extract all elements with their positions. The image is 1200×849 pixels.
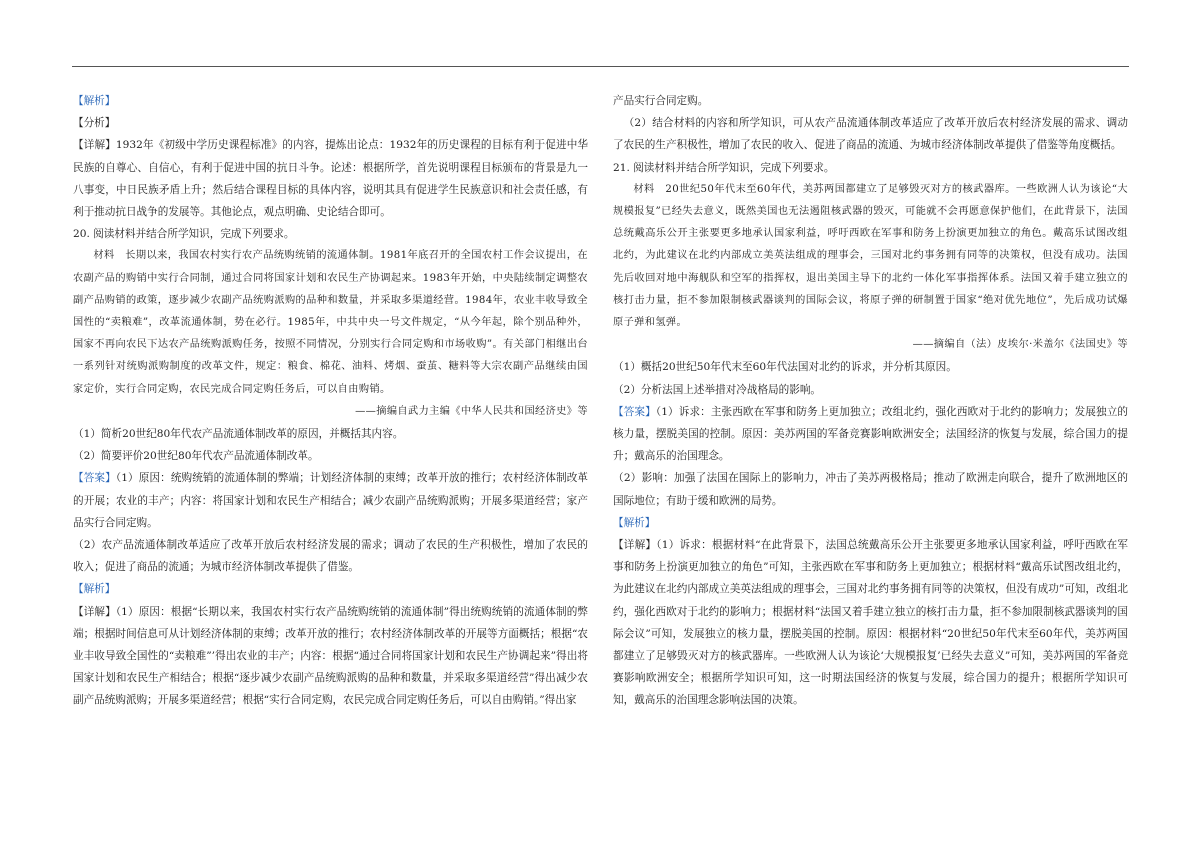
answer-21-2: （2）影响：加强了法国在国际上的影响力，冲击了美苏两极格局；推动了欧洲走向联合，提升了欧洲地区的国际地位；有助于缓和欧洲的局势。 [613, 472, 1128, 507]
detail-text: 1932年《初级中学历史课程标准》的内容，提炼出论点：1932年的历史课程的目标有利于促进中华民族的自尊心、自信心，有利于促进中国的抗日斗争。论述：根据所学，首先说明课程目标颁布的背景是九一八事变，中日民族矛盾上升；然后结合课程目标的具体内容，说明其具有促进学生民族意识和社会责任感，有利于推动抗日战争的发展等。其他论点，观点明确、史论结合即可。 [73, 139, 589, 219]
right-column [613, 90, 1128, 712]
answer-20-1 [73, 467, 588, 534]
answer-21-1 [613, 401, 1128, 468]
answer-tag: 【答案】 [613, 405, 656, 418]
detail-paragraph-21 [613, 534, 1128, 712]
answer-20-2: （2）农产品流通体制改革适应了改革开放后农村经济发展的需求；调动了农民的生产积极性，增加了农民的收入；促进了商品的流通；为城市经济体制改革提供了借鉴。 [73, 539, 588, 574]
detail-paragraph-19 [73, 134, 588, 223]
fenxi-label: 【分析】 [73, 117, 116, 130]
detail-20-2: （2）结合材料的内容和所学知识，可从农产品流通体制改革适应了改革开放后农村经济发展的需求、调动了农民的生产积极性，增加了农民的收入、促进了商品的流通、为城市经济体制改革提供了借鉴等角度概括。 [613, 117, 1128, 152]
source-21: ——摘编自（法）皮埃尔·米盖尔《法国史》等 [912, 339, 1128, 351]
answer-tag: 【答案】 [73, 472, 116, 485]
detail-paragraph-20 [73, 601, 588, 712]
question-21-1: （1）概括20世纪50年代末至60年代法国对北约的诉求，并分析其原因。 [613, 361, 957, 374]
analysis-tag: 【解析】 [73, 95, 116, 107]
question-21-2: （2）分析法国上述举措对冷战格局的影响。 [613, 383, 822, 396]
question-20-1: （1）简析20世纪80年代农产品流通体制改革的原因，并概括其内容。 [73, 428, 404, 441]
continued-text: 产品实行合同定购。 [613, 95, 709, 107]
analysis-tag-2: 【解析】 [73, 583, 116, 596]
left-column [73, 90, 588, 712]
detail-tag: 【详解】 [73, 605, 116, 618]
source-20: ——摘编自武力主编《中华人民共和国经济史》等 [355, 405, 588, 417]
answer-text: （1）诉求：主张西欧在军事和防务上更加独立；改组北约，强化西欧对于北约的影响力；发展独立的核力量，摆脱美国的控制。原因：美苏两国的军备竞赛影响欧洲安全；法国经济的恢复与发展，综合国力的提升；戴高乐的治国理念。 [613, 405, 1128, 463]
question-20-2: （2）简要评价20世纪80年代农产品流通体制改革。 [73, 450, 319, 463]
detail-tag: 【详解】 [613, 539, 657, 552]
analysis-tag-3: 【解析】 [613, 516, 656, 529]
detail-text: （1）原因：根据“长期以来，我国农村实行农产品统购统销的流通体制”得出统购统销的流通体制的弊端；根据时间信息可从计划经济体制的束缚；改革开放的推行；农村经济体制改革的开展等方面概括；根据“农业丰收导致全国性的“卖粮难”’得出农业的丰产；内容：根据“通过合同将国家计划和农民生产协调起来”得出将国家计划和农民生产相结合；根据“逐步减少农副产品统购派购的品种和数量，并采取多渠道经营”得出减少农副产品统购派购；开展多渠道经营；根据“实行合同定购，农民完成合同定购任务后，可以自由购销。”得出家 [73, 605, 588, 707]
answer-text: （1）原因：统购统销的流通体制的弊端；计划经济体制的束缚；改革开放的推行；农村经济体制改革的开展；农业的丰产；内容：将国家计划和农民生产相结合；减少农副产品统购派购；开展多渠道经营；家产品实行合同定购。 [73, 472, 588, 529]
material-21: 材料 20世纪50年代末至60年代，美苏两国都建立了足够毁灭对方的核武器库。一些欧洲人认为该论“大规模报复”已经失去意义，既然美国也无法遏阻核武器的毁灭，可能就不会再愿意保护他们，在此背景下，法国总统戴高乐公开主张要更多地承认国家利益，呼吁西欧在军事和防务上扮演更加独立的角色。戴高乐试图改组北约，为此建议在北约内部成立美英法组成的理事会，三国对北约事务拥有同等的决策权，但没有成功。法国先后收回对地中海舰队和空军的指挥权，退出美国主导下的北约一体化军事指挥体系。法国又着手建立独立的核打击力量，拒不参加限制核武器谈判的国际会议，将原子弹的研制置于国家“绝对优先地位”，先后成功试爆原子弹和氢弹。 [613, 183, 1128, 329]
detail-tag: 【详解】 [73, 139, 116, 152]
question-20: 20. 阅读材料并结合所学知识，完成下列要求。 [73, 228, 295, 241]
material-20: 材料 长期以来，我国农村实行农产品统购统销的流通体制。1981年底召开的全国农村工作会议提出，在农副产品的购销中实行合同制，通过合同将国家计划和农民生产协调起来。1983年开始，中央陆续制定调整农副产品购销的政策，逐步减少农副产品统购派购的品种和数量，并采取多渠道经营。1984年，农业丰收导致全国性的“卖粮难”，改革流通体制，势在必行。1985年，中共中央一号文件规定，“从今年起，除个别品种外，国家不再向农民下达农产品统购派购任务，按照不同情况，分别实行合同定购和市场收购”。有关部门相继出台一系列针对统购派购制度的改革文件，规定：粮食、棉花、油料、烤烟、蚕茧、糖料等大宗农副产品继续由国家定价，实行合同定购，农民完成合同定购任务后，可以自由购销。 [73, 250, 588, 395]
question-21: 21. 阅读材料并结合所学知识，完成下列要求。 [613, 161, 835, 174]
detail-text: （1）诉求：根据材料“在此背景下，法国总统戴高乐公开主张要更多地承认国家利益，呼吁西欧在军事和防务上扮演更加独立的角色”可知，主张西欧在军事和防务上更加独立；根据材料“戴高乐试图改组北约，为此建议在北约内部成立美英法组成的理事会，三国对北约事务拥有同等的决策权，但没有成功”可知，改组北约，强化西欧对于北约的影响力；根据材料“法国又着手建立独立的核打击力量，拒不参加限制核武器谈判的国际会议”可知，发展独立的核力量，摆脱美国的控制。原因：根据材料“20世纪50年代末至60年代，美苏两国都建立了足够毁灭对方的核武器库。一些欧洲人认为该论‘大规模报复’已经失去意义”可知，美苏两国的军备竞赛影响欧洲安全；根据所学知识可知，这一时期法国经济的恢复与发展，综合国力的提升；根据所学知识可知，戴高乐的治国理念影响法国的决策。 [613, 539, 1128, 707]
header-rule [72, 66, 1129, 67]
